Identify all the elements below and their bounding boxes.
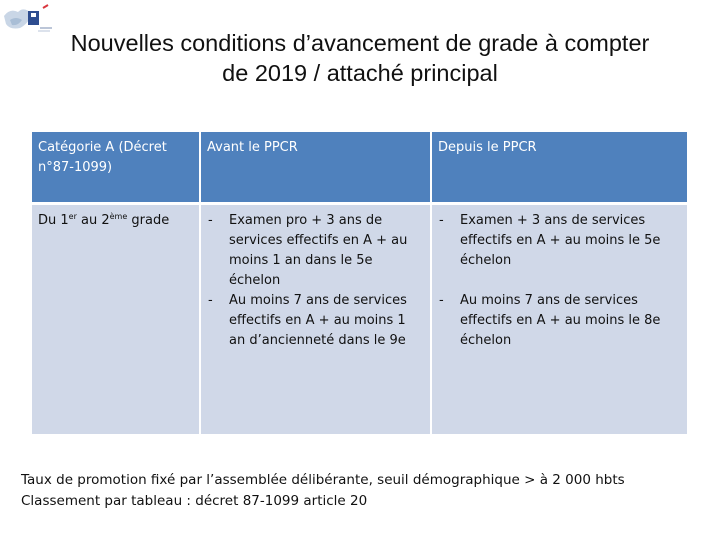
title-line-1: Nouvelles conditions d’avancement de grade à compter bbox=[70, 30, 650, 56]
table-row bbox=[32, 205, 687, 434]
header-avant-ppcr: Avant le PPCR bbox=[201, 132, 430, 202]
row-label-middle: au 2 bbox=[76, 213, 110, 228]
row-label-sup-1: er bbox=[68, 212, 77, 221]
footer-notes bbox=[21, 470, 701, 512]
promotion-conditions-table bbox=[30, 129, 689, 437]
header-depuis-ppcr: Depuis le PPCR bbox=[432, 132, 687, 202]
cell-depuis-ppcr bbox=[432, 205, 687, 434]
list-item: - Au moins 7 ans de services effectifs en A + au moins le 8e échelon bbox=[438, 291, 683, 351]
footer-line-2: Classement par tableau : décret 87-1099 article 20 bbox=[21, 493, 368, 509]
list-item: - Examen + 3 ans de services effectifs en A + au moins le 5e échelon bbox=[438, 211, 683, 271]
row-label-sup-2: ème bbox=[109, 212, 128, 221]
row-label-prefix: Du 1 bbox=[38, 213, 69, 228]
row-label-grade bbox=[32, 205, 199, 434]
cell-avant-ppcr bbox=[201, 205, 430, 434]
header-categorie: Catégorie A (Décret n°87-1099) bbox=[32, 132, 199, 202]
list-item: - Examen pro + 3 ans de services effectifs en A + au moins 1 an dans le 5e échelon bbox=[207, 211, 426, 291]
footer-line-1: Taux de promotion fixé par l’assemblée délibérante, seuil démographique > à 2 000 hbts bbox=[21, 472, 625, 488]
row-label-suffix: grade bbox=[127, 213, 170, 228]
table-header-row bbox=[32, 132, 687, 202]
title-line-2: de 2019 / attaché principal bbox=[222, 60, 498, 86]
page-title bbox=[40, 28, 680, 88]
list-item: - Au moins 7 ans de services effectifs en A + au moins 1 an d’ancienneté dans le 9e bbox=[207, 291, 426, 351]
